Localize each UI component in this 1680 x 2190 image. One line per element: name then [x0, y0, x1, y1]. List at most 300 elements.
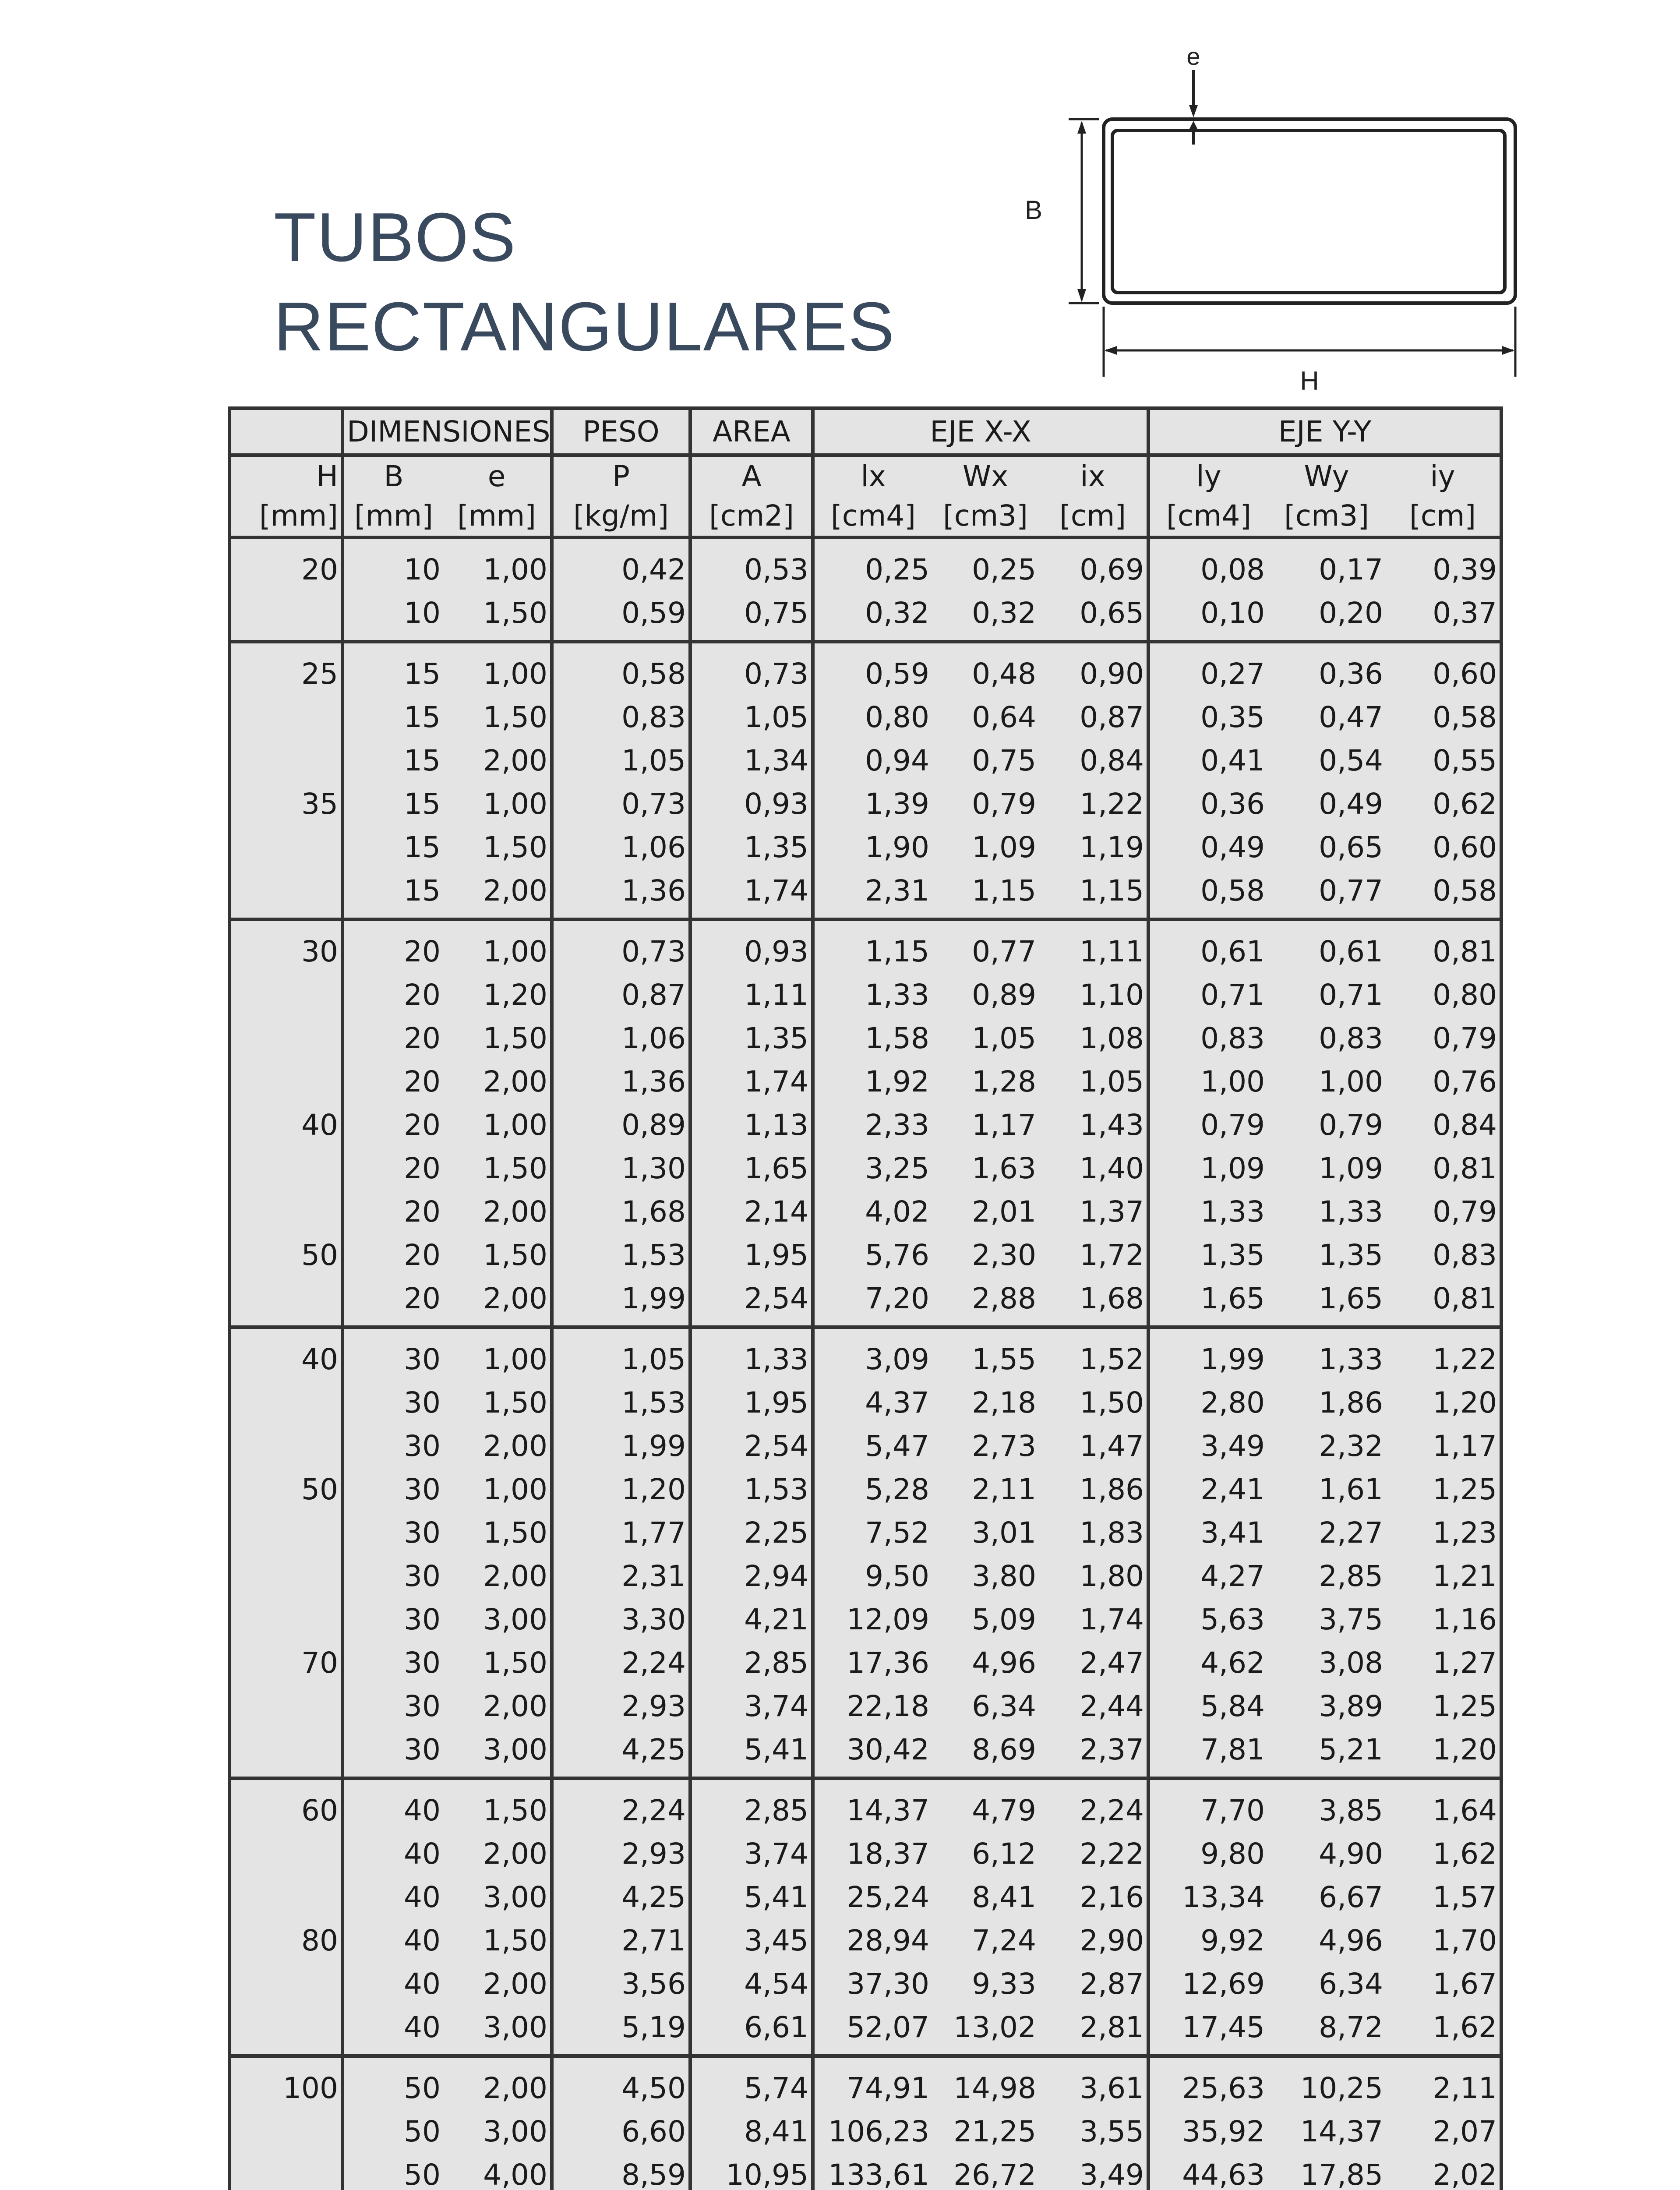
cell-e: 1,50	[443, 591, 552, 642]
cell-a: 0,93	[690, 919, 813, 973]
cell-ly: 1,00	[1200, 1065, 1265, 1099]
table-row	[229, 1641, 1501, 1685]
table-row	[229, 2056, 1501, 2110]
cell-h	[229, 973, 342, 1017]
cell-h	[229, 2153, 342, 2190]
cell-lx: 1,15	[865, 935, 930, 968]
cell-lx: 28,94	[847, 1924, 930, 1957]
cell-ix: 2,44	[1039, 1685, 1148, 1728]
cell-ix: 1,47	[1039, 1424, 1148, 1468]
column-header-ix	[1039, 455, 1148, 537]
cell-p: 0,42	[552, 537, 690, 591]
cell-p: 2,93	[552, 1832, 690, 1876]
cell-ix: 2,81	[1039, 2006, 1148, 2056]
cell-wx: 21,25	[953, 2115, 1037, 2148]
cell-ly: 17,45	[1148, 2006, 1267, 2056]
cell-ly: 35,92	[1182, 2115, 1265, 2148]
cell-lx: 133,61	[828, 2158, 930, 2190]
cell-a: 1,35	[690, 826, 813, 869]
cell-p: 3,30	[552, 1598, 690, 1641]
cell-lx: 17,36	[847, 1646, 930, 1680]
cell-ix: 2,37	[1039, 1728, 1148, 1778]
cell-ly: 1,09	[1200, 1152, 1265, 1185]
cell-wy: 4,90	[1319, 1837, 1384, 1871]
cell-b: 20	[404, 978, 441, 1012]
cell-wx: 0,64	[972, 700, 1037, 734]
cell-wy: 6,34	[1319, 1967, 1384, 2001]
cell-lx: 2,33	[865, 1108, 930, 1142]
column-header-wx	[932, 455, 1039, 537]
cell-wx: 1,55	[972, 1342, 1037, 1376]
cell-h	[229, 2110, 342, 2153]
table-row	[229, 2110, 1501, 2153]
cell-e: 1,00	[443, 642, 552, 696]
cell-b: 30	[404, 1516, 441, 1550]
cell-wy: 14,37	[1300, 2115, 1384, 2148]
cell-ly: 0,79	[1200, 1108, 1265, 1142]
cell-a: 2,54	[690, 1424, 813, 1468]
cell-lx: 2,31	[813, 869, 932, 919]
cell-wy: 1,86	[1319, 1386, 1384, 1420]
cell-wx: 4,79	[972, 1794, 1037, 1827]
cell-a: 1,34	[690, 739, 813, 782]
column-symbol: iy	[1430, 459, 1455, 493]
cell-iy: 1,25	[1433, 1473, 1497, 1506]
cell-p: 1,36	[552, 1060, 690, 1103]
cell-h	[229, 2006, 342, 2056]
cell-e: 2,00	[443, 1060, 552, 1103]
cell-wy: 1,61	[1319, 1473, 1384, 1506]
cell-wx: 8,69	[932, 1728, 1039, 1778]
cell-iy: 0,60	[1433, 657, 1497, 691]
cell-wx: 1,15	[932, 869, 1039, 919]
cell-iy: 1,20	[1433, 1386, 1497, 1420]
table-row	[229, 1511, 1501, 1554]
cell-a: 1,95	[690, 1233, 813, 1277]
cell-p: 1,68	[552, 1190, 690, 1233]
cell-iy: 0,79	[1433, 1195, 1497, 1229]
cell-wx: 0,32	[932, 591, 1039, 642]
e-arrow-head	[1189, 105, 1198, 117]
h-arrow-left	[1105, 346, 1117, 355]
cell-a: 8,41	[690, 2110, 813, 2153]
cell-b: 30	[404, 1603, 441, 1636]
cell-wy: 1,33	[1319, 1342, 1384, 1376]
cell-iy: 0,58	[1386, 869, 1501, 919]
cell-ix: 2,90	[1039, 1919, 1148, 1962]
cell-wy: 0,49	[1319, 787, 1384, 821]
column-symbol: B	[384, 459, 404, 493]
cell-e: 2,00	[443, 869, 552, 919]
column-symbol: P	[612, 459, 630, 493]
table-row	[229, 1381, 1501, 1424]
cell-e: 2,00	[443, 2056, 552, 2110]
cell-h: 30	[229, 919, 342, 973]
b-arrow-bottom	[1077, 289, 1086, 302]
cell-lx: 12,09	[847, 1603, 930, 1636]
cell-ly: 0,71	[1200, 978, 1265, 1012]
group-header-peso: PESO	[552, 408, 690, 455]
cell-iy: 0,81	[1433, 1152, 1497, 1185]
cell-lx: 5,76	[865, 1238, 930, 1272]
cell-a: 1,35	[690, 1017, 813, 1060]
column-unit: [cm]	[1059, 499, 1126, 533]
cell-wy: 0,20	[1267, 591, 1386, 642]
table-row	[229, 2153, 1501, 2190]
cell-iy: 1,20	[1386, 1728, 1501, 1778]
cell-h	[229, 1060, 342, 1103]
cell-a: 2,54	[690, 1277, 813, 1327]
cell-lx: 4,37	[865, 1386, 930, 1420]
cell-lx: 1,92	[865, 1065, 930, 1099]
cell-iy: 1,27	[1433, 1646, 1497, 1680]
group-header-eje-yy: EJE Y-Y	[1148, 408, 1501, 455]
cell-ix: 1,68	[1039, 1277, 1148, 1327]
spec-table-body	[229, 537, 1501, 2190]
cell-lx: 14,37	[847, 1794, 930, 1827]
cell-wx: 2,88	[932, 1277, 1039, 1327]
cell-p: 8,59	[552, 2153, 690, 2190]
table-row	[229, 919, 1501, 973]
cell-e: 2,00	[443, 1424, 552, 1468]
column-header-lx	[813, 455, 932, 537]
cell-e: 1,50	[443, 826, 552, 869]
cell-b: 30	[404, 1559, 441, 1593]
column-unit: [mm]	[354, 499, 434, 533]
cell-iy: 0,76	[1433, 1065, 1497, 1099]
cell-e: 1,00	[443, 782, 552, 826]
cell-a: 1,33	[690, 1327, 813, 1381]
cell-h: 50	[229, 1233, 342, 1277]
cell-a: 1,11	[690, 973, 813, 1017]
cell-h	[229, 1147, 342, 1190]
cell-lx: 37,30	[847, 1967, 930, 2001]
cell-b: 30	[404, 1689, 441, 1723]
cell-iy: 0,62	[1433, 787, 1497, 821]
cell-wy: 3,89	[1319, 1689, 1384, 1723]
table-row	[229, 1919, 1501, 1962]
cell-ly: 0,61	[1200, 935, 1265, 968]
cell-h	[229, 696, 342, 739]
cell-e: 4,00	[443, 2153, 552, 2190]
cell-e: 1,50	[443, 1017, 552, 1060]
cell-wx: 0,79	[972, 787, 1037, 821]
cell-p: 5,19	[552, 2006, 690, 2056]
table-row	[229, 1685, 1501, 1728]
column-header-ly	[1148, 455, 1267, 537]
cell-ix: 0,87	[1039, 696, 1148, 739]
cell-ly: 1,35	[1200, 1238, 1265, 1272]
label-e: e	[1186, 44, 1200, 70]
cell-ly: 0,08	[1200, 553, 1265, 586]
table-row	[229, 1327, 1501, 1381]
cell-ly: 9,80	[1200, 1837, 1265, 1871]
cell-iy: 1,17	[1433, 1429, 1497, 1463]
cell-ly: 1,99	[1200, 1342, 1265, 1376]
cell-lx: 52,07	[813, 2006, 932, 2056]
cell-p: 0,87	[552, 973, 690, 1017]
column-header-iy	[1386, 455, 1501, 537]
cell-iy: 1,67	[1433, 1967, 1497, 2001]
cell-lx: 5,28	[865, 1473, 930, 1506]
cell-ly: 3,41	[1200, 1516, 1265, 1550]
cell-ly: 1,65	[1148, 1277, 1267, 1327]
cell-h	[229, 1728, 342, 1778]
cell-a: 0,93	[690, 782, 813, 826]
cell-h	[229, 869, 342, 919]
column-unit: [kg/m]	[573, 499, 669, 533]
cell-a: 1,65	[690, 1147, 813, 1190]
cell-h	[229, 1685, 342, 1728]
column-unit: [cm4]	[830, 499, 916, 533]
cell-wx: 1,05	[972, 1021, 1037, 1055]
cell-wx: 1,09	[972, 830, 1037, 864]
cell-wy: 1,33	[1319, 1195, 1384, 1229]
cell-wy: 6,67	[1319, 1880, 1384, 1914]
cell-wx: 3,01	[972, 1516, 1037, 1550]
column-unit: [mm]	[259, 499, 338, 533]
cell-b: 10	[342, 591, 443, 642]
cell-a: 1,13	[690, 1103, 813, 1147]
cell-iy: 1,57	[1433, 1880, 1497, 1914]
cell-b: 40	[404, 1794, 441, 1827]
cell-ix: 1,08	[1039, 1017, 1148, 1060]
cell-ly: 7,81	[1148, 1728, 1267, 1778]
cell-h	[229, 1277, 342, 1327]
table-row	[229, 1468, 1501, 1511]
cell-lx: 1,39	[865, 787, 930, 821]
cell-ix: 2,87	[1039, 1962, 1148, 2006]
cell-b: 30	[404, 1473, 441, 1506]
cell-p: 2,31	[552, 1554, 690, 1598]
cell-b: 20	[404, 1065, 441, 1099]
cell-lx: 1,58	[865, 1021, 930, 1055]
cell-wx: 0,75	[972, 744, 1037, 777]
cell-ly: 0,10	[1148, 591, 1267, 642]
cell-ix: 1,05	[1039, 1060, 1148, 1103]
cell-wy: 5,21	[1267, 1728, 1386, 1778]
table-row	[229, 782, 1501, 826]
table-row	[229, 1060, 1501, 1103]
cell-iy: 0,37	[1386, 591, 1501, 642]
cell-ix: 2,24	[1039, 1778, 1148, 1832]
cell-wx: 14,98	[953, 2071, 1037, 2105]
table-row	[229, 642, 1501, 696]
cell-ly: 0,83	[1200, 1021, 1265, 1055]
column-symbol: e	[487, 459, 506, 493]
cell-a: 2,94	[690, 1554, 813, 1598]
cell-a: 5,41	[690, 1728, 813, 1778]
cell-lx: 0,32	[813, 591, 932, 642]
cell-e: 2,00	[443, 739, 552, 782]
cell-wx: 8,41	[972, 1880, 1037, 1914]
table-row	[229, 1233, 1501, 1277]
cell-p: 1,99	[552, 1277, 690, 1327]
cell-wx: 1,17	[972, 1108, 1037, 1142]
cell-lx: 0,59	[865, 657, 930, 691]
table-row	[229, 1554, 1501, 1598]
group-header-eje-xx: EJE X-X	[813, 408, 1148, 455]
cell-iy: 1,70	[1433, 1924, 1497, 1957]
h-arrow-right	[1502, 346, 1514, 355]
cell-wy: 1,65	[1267, 1277, 1386, 1327]
cell-wy: 0,47	[1319, 700, 1384, 734]
cell-lx: 3,09	[865, 1342, 930, 1376]
cell-wy: 0,17	[1319, 553, 1384, 586]
cell-lx: 30,42	[813, 1728, 932, 1778]
cell-ly: 2,80	[1200, 1386, 1265, 1420]
cell-ix: 2,22	[1039, 1832, 1148, 1876]
table-row	[229, 1962, 1501, 2006]
cell-a: 2,85	[690, 1778, 813, 1832]
cell-e: 3,00	[443, 1876, 552, 1919]
cell-wy: 10,25	[1300, 2071, 1384, 2105]
cell-p: 4,25	[552, 1876, 690, 1919]
cell-p: 6,60	[552, 2110, 690, 2153]
cell-p: 1,05	[552, 1327, 690, 1381]
cell-p: 1,36	[552, 869, 690, 919]
table-row	[229, 1598, 1501, 1641]
cell-wx: 6,34	[972, 1689, 1037, 1723]
cell-b: 50	[404, 2115, 441, 2148]
spec-table	[228, 406, 1503, 2190]
cell-b: 20	[404, 1195, 441, 1229]
title-line-2: RECTANGULARES	[274, 288, 895, 365]
cell-wy: 17,85	[1300, 2158, 1384, 2190]
cell-lx: 1,33	[865, 978, 930, 1012]
cell-h	[229, 1511, 342, 1554]
cell-wy: 0,79	[1319, 1108, 1384, 1142]
cell-ix: 0,84	[1039, 739, 1148, 782]
table-row	[229, 1017, 1501, 1060]
cell-wy: 0,65	[1319, 830, 1384, 864]
cell-h: 25	[229, 642, 342, 696]
cell-lx: 0,80	[865, 700, 930, 734]
table-row	[229, 869, 1501, 919]
cell-p: 0,83	[552, 696, 690, 739]
cell-b: 15	[404, 657, 441, 691]
cell-ix: 2,16	[1039, 1876, 1148, 1919]
cell-b: 30	[404, 1342, 441, 1376]
column-unit: [cm4]	[1166, 499, 1252, 533]
cell-wy: 1,09	[1319, 1152, 1384, 1185]
cell-ix: 1,43	[1039, 1103, 1148, 1147]
cell-wy: 2,85	[1319, 1559, 1384, 1593]
cell-b: 50	[404, 2158, 441, 2190]
cell-ix: 0,65	[1039, 591, 1148, 642]
cell-e: 2,00	[443, 1277, 552, 1327]
cell-ix: 0,90	[1039, 642, 1148, 696]
cell-lx: 9,50	[865, 1559, 930, 1593]
cell-ix: 1,74	[1039, 1598, 1148, 1641]
cell-e: 1,50	[443, 1511, 552, 1554]
cell-iy: 0,83	[1433, 1238, 1497, 1272]
cell-ix: 3,55	[1039, 2110, 1148, 2153]
table-row	[229, 1190, 1501, 1233]
cell-b: 15	[404, 830, 441, 864]
cell-b: 30	[404, 1429, 441, 1463]
cell-iy: 2,07	[1433, 2115, 1497, 2148]
cell-a: 1,74	[690, 869, 813, 919]
cell-ix: 0,69	[1039, 537, 1148, 591]
cell-h	[229, 1017, 342, 1060]
cell-p: 0,73	[552, 919, 690, 973]
cell-ix: 2,47	[1039, 1641, 1148, 1685]
table-row	[229, 739, 1501, 782]
cell-wy: 0,71	[1319, 978, 1384, 1012]
cell-ly: 4,62	[1200, 1646, 1265, 1680]
column-symbol: H	[316, 459, 338, 493]
cell-b: 20	[404, 1108, 441, 1142]
cell-ly: 5,63	[1200, 1603, 1265, 1636]
column-header-row	[229, 455, 1501, 537]
cell-wx: 0,48	[972, 657, 1037, 691]
cell-h: 100	[229, 2056, 342, 2110]
cell-wy: 3,85	[1319, 1794, 1384, 1827]
cell-e: 1,00	[443, 1103, 552, 1147]
spec-table-container	[228, 406, 1500, 2190]
cell-e: 1,50	[443, 1641, 552, 1685]
tube-section-diagram	[1007, 44, 1533, 403]
column-symbol: ix	[1080, 459, 1105, 493]
cell-ly: 44,63	[1182, 2158, 1265, 2190]
cell-wy: 2,32	[1319, 1429, 1384, 1463]
cell-wy: 0,54	[1319, 744, 1384, 777]
cell-a: 1,74	[690, 1060, 813, 1103]
cell-ix: 1,52	[1039, 1327, 1148, 1381]
cell-wy: 3,75	[1319, 1603, 1384, 1636]
cell-e: 2,00	[443, 1190, 552, 1233]
cell-h	[229, 1832, 342, 1876]
cell-h	[229, 1962, 342, 2006]
cell-iy: 1,22	[1433, 1342, 1497, 1376]
cell-wx: 2,01	[972, 1195, 1037, 1229]
cell-a: 5,74	[690, 2056, 813, 2110]
column-header-h	[229, 455, 342, 537]
cell-a: 5,41	[690, 1876, 813, 1919]
cell-wy: 4,96	[1319, 1924, 1384, 1957]
cell-b: 30	[342, 1728, 443, 1778]
table-row	[229, 1277, 1501, 1327]
cell-h: 60	[229, 1778, 342, 1832]
cell-iy: 1,21	[1433, 1559, 1497, 1593]
cell-h	[229, 1554, 342, 1598]
cell-h: 70	[229, 1641, 342, 1685]
cell-h	[229, 1190, 342, 1233]
cell-ly: 0,58	[1148, 869, 1267, 919]
cell-p: 1,53	[552, 1233, 690, 1277]
column-symbol: Wy	[1304, 459, 1349, 493]
cell-e: 1,50	[443, 1778, 552, 1832]
cell-p: 3,56	[552, 1962, 690, 2006]
cell-e: 2,00	[443, 1832, 552, 1876]
cell-iy: 1,62	[1433, 1837, 1497, 1871]
cell-ly: 4,27	[1200, 1559, 1265, 1593]
cell-ix: 3,49	[1039, 2153, 1148, 2190]
cell-ly: 0,36	[1200, 787, 1265, 821]
cell-wx: 0,89	[972, 978, 1037, 1012]
cell-b: 20	[342, 1277, 443, 1327]
cell-lx: 3,25	[865, 1152, 930, 1185]
cell-lx: 7,20	[813, 1277, 932, 1327]
cell-ly: 0,27	[1200, 657, 1265, 691]
cell-iy: 0,81	[1433, 935, 1497, 968]
cell-h: 50	[229, 1468, 342, 1511]
table-row	[229, 1103, 1501, 1147]
cell-a: 1,53	[690, 1468, 813, 1511]
cell-iy: 0,55	[1433, 744, 1497, 777]
cell-wy: 0,61	[1319, 935, 1384, 968]
